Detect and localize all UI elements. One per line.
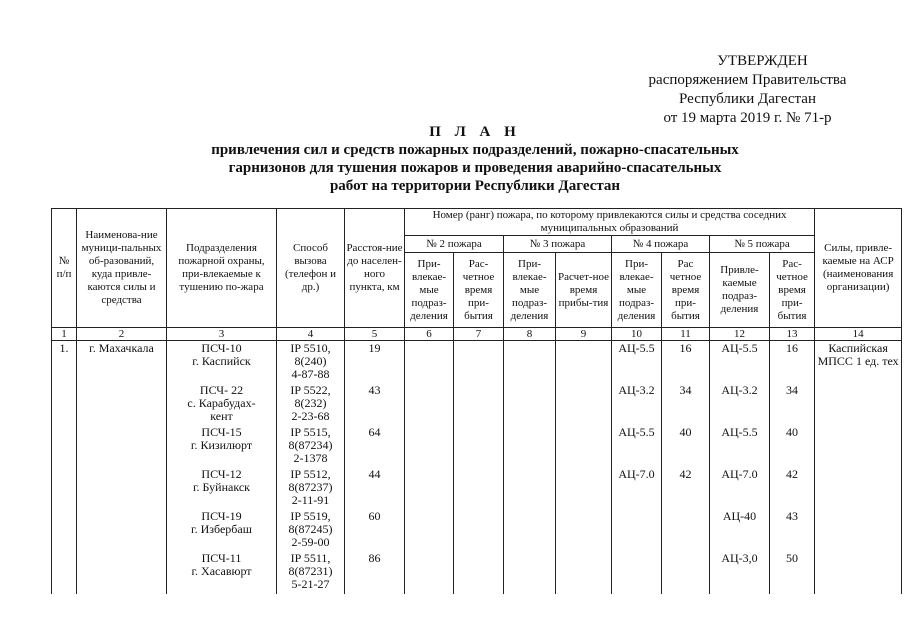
- unit-name: ПСЧ-10: [201, 341, 242, 355]
- r5-unit-value: АЦ-3,0: [721, 551, 758, 565]
- header-rank-2: № 2 пожара: [405, 236, 504, 253]
- list-item: [278, 342, 343, 384]
- list-item: [346, 342, 403, 384]
- list-item: [663, 552, 708, 594]
- r5-unit-value: АЦ-40: [722, 509, 757, 523]
- call-phone-number: 2-23-68: [291, 409, 330, 423]
- list-item: [663, 468, 708, 510]
- list-item: [771, 426, 813, 468]
- header-rank-5: № 5 пожара: [710, 236, 815, 253]
- unit-location: г. Кизилюрт: [190, 438, 253, 452]
- r5-time-value: 34: [786, 383, 799, 397]
- unit-location: г. Избербаш: [191, 522, 252, 536]
- unit-location: с. Карабудах-: [187, 396, 256, 410]
- unit-location-cont: кент: [210, 409, 233, 423]
- list-item: [613, 426, 660, 468]
- list-item: [663, 510, 708, 552]
- call-phone-code: 8(87245): [288, 522, 333, 536]
- r4-unit-value: АЦ-5.5: [618, 341, 655, 355]
- list-item: [711, 384, 768, 426]
- call-ip: IP 5515,: [290, 425, 331, 439]
- plan-table: [51, 208, 902, 594]
- unit-location: г. Хасавюрт: [191, 564, 252, 578]
- call-phone-code: 8(87231): [288, 564, 333, 578]
- list-item: [346, 384, 403, 426]
- call-ip: IP 5511,: [290, 551, 331, 565]
- r4-time-value: 16: [679, 341, 692, 355]
- list-item: [278, 510, 343, 552]
- call-cell: [277, 341, 345, 595]
- list-item: [278, 384, 343, 426]
- r3-time-cell: [556, 341, 612, 595]
- r4-unit-value: АЦ-3.2: [618, 383, 655, 397]
- list-item: [168, 468, 275, 510]
- approval-line-2: распоряжением Правительства: [648, 72, 847, 88]
- list-item: [168, 384, 275, 426]
- col-number: 12: [710, 328, 770, 341]
- r5-time-cell: [770, 341, 815, 595]
- unit-name: ПСЧ-15: [201, 425, 242, 439]
- call-phone-number: 5-21-27: [291, 577, 330, 591]
- r4-units-cell: [612, 341, 662, 595]
- r5-time-value: 40: [786, 425, 799, 439]
- col-number: 2: [77, 328, 167, 341]
- distance-value: 86: [368, 551, 381, 565]
- list-item: [168, 426, 275, 468]
- header-distance: Расстоя-ние до населен-ного пункта, км: [345, 209, 405, 328]
- table-row: [52, 341, 902, 595]
- list-item: [346, 426, 403, 468]
- list-item: [613, 552, 660, 594]
- header-r4-units: При-влекае-мые подраз-деления: [612, 253, 662, 328]
- list-item: [663, 342, 708, 384]
- column-number-row: [52, 328, 902, 341]
- list-item: [613, 384, 660, 426]
- list-item: [711, 342, 768, 384]
- header-r2-time: Рас-четное время при-бытия: [454, 253, 504, 328]
- list-item: [613, 510, 660, 552]
- r5-time-value: 43: [786, 509, 799, 523]
- r2-time-cell: [454, 341, 504, 595]
- distance-value: 60: [368, 509, 381, 523]
- list-item: [168, 342, 275, 384]
- list-item: [771, 342, 813, 384]
- r4-unit-value: АЦ-5.5: [618, 425, 655, 439]
- r3-units-cell: [504, 341, 556, 595]
- distance-value: 44: [368, 467, 381, 481]
- r5-unit-value: АЦ-5.5: [721, 425, 758, 439]
- header-municipality: Наименова-ние муници-пальных об-разований, куда привле-каются силы и средства: [77, 209, 167, 328]
- unit-location: г. Каспийск: [192, 354, 251, 368]
- unit-name: ПСЧ- 22: [199, 383, 244, 397]
- list-item: [771, 552, 813, 594]
- header-rank-3: № 3 пожара: [504, 236, 612, 253]
- r4-time-value: 42: [679, 467, 692, 481]
- list-item: [711, 510, 768, 552]
- r2-units-cell: [405, 341, 454, 595]
- distance-value: 19: [368, 341, 381, 355]
- col-number: 13: [770, 328, 815, 341]
- plan-title-line-2: гарнизонов для тушения пожаров и проведения аварийно-спасательных: [228, 160, 722, 176]
- r4-time-value: 40: [679, 425, 692, 439]
- call-phone-code: 8(87237): [288, 480, 333, 494]
- units-cell: [167, 341, 277, 595]
- header-units: Подразделения пожарной охраны, при-влекаемые к тушению по-жара: [167, 209, 277, 328]
- r5-units-cell: [710, 341, 770, 595]
- r5-time-value: 16: [786, 341, 799, 355]
- call-phone-number: 2-1378: [293, 451, 328, 465]
- r4-time-cell: [662, 341, 710, 595]
- list-item: [278, 468, 343, 510]
- list-item: [771, 384, 813, 426]
- header-r5-units: Привле-каемые подраз-деления: [710, 253, 770, 328]
- list-item: [346, 510, 403, 552]
- approval-line-1: УТВЕРЖДЕН: [717, 53, 808, 69]
- call-ip: IP 5512,: [290, 467, 331, 481]
- unit-name: ПСЧ-12: [201, 467, 242, 481]
- list-item: [711, 426, 768, 468]
- header-rank-4: № 4 пожара: [612, 236, 710, 253]
- call-phone-number: 2-11-91: [291, 493, 330, 507]
- col-number: 11: [662, 328, 710, 341]
- r5-unit-value: АЦ-7.0: [721, 467, 758, 481]
- distance-value: 64: [368, 425, 381, 439]
- plan-title-line-1: привлечения сил и средств пожарных подразделений, пожарно-спасательных: [211, 142, 739, 158]
- list-item: [168, 510, 275, 552]
- header-r3-time: Расчет-ное время прибы-тия: [556, 253, 612, 328]
- distance-cell: [345, 341, 405, 595]
- r4-unit-value: АЦ-7.0: [618, 467, 655, 481]
- call-phone-code: 8(232): [294, 396, 327, 410]
- list-item: [711, 552, 768, 594]
- col-number: 1: [52, 328, 77, 341]
- header-call-method: Способ вызова (телефон и др.): [277, 209, 345, 328]
- header-r2-units: При-влекае-мые подраз-деления: [405, 253, 454, 328]
- unit-name: ПСЧ-11: [201, 551, 242, 565]
- row-municipality: г. Махачкала: [77, 341, 167, 595]
- r4-time-value: 34: [679, 383, 692, 397]
- r5-time-value: 50: [786, 551, 799, 565]
- list-item: [346, 552, 403, 594]
- col-number: 6: [405, 328, 454, 341]
- approval-line-4: от 19 марта 2019 г. № 71-р: [663, 110, 832, 126]
- r5-time-value: 42: [786, 467, 799, 481]
- unit-name: ПСЧ-19: [201, 509, 242, 523]
- row-forces: Каспийская МПСС 1 ед. тех: [815, 341, 902, 595]
- header-r3-units: При-влекае-мые подраз-деления: [504, 253, 556, 328]
- header-num: № п/п: [52, 209, 77, 328]
- list-item: [278, 426, 343, 468]
- col-number: 9: [556, 328, 612, 341]
- approval-line-3: Республики Дагестан: [679, 91, 816, 107]
- list-item: [663, 384, 708, 426]
- list-item: [771, 510, 813, 552]
- list-item: [663, 426, 708, 468]
- col-number: 3: [167, 328, 277, 341]
- list-item: [613, 342, 660, 384]
- header-r4-time: Рас четное время при-бытия: [662, 253, 710, 328]
- call-ip: IP 5510,: [290, 341, 331, 355]
- list-item: [711, 468, 768, 510]
- call-ip: IP 5519,: [290, 509, 331, 523]
- col-number: 14: [815, 328, 902, 341]
- col-number: 7: [454, 328, 504, 341]
- list-item: [168, 552, 275, 594]
- header-forces: Силы, привле-каемые на АСР (наименования организации): [815, 209, 902, 328]
- col-number: 8: [504, 328, 556, 341]
- unit-location: г. Буйнакск: [192, 480, 251, 494]
- plan-title-line-3: работ на территории Республики Дагестан: [329, 178, 621, 194]
- list-item: [771, 468, 813, 510]
- call-phone-code: 8(240): [294, 354, 327, 368]
- r5-unit-value: АЦ-3.2: [721, 383, 758, 397]
- row-number: 1.: [52, 341, 77, 595]
- header-r5-time: Рас-четное время при-бытия: [770, 253, 815, 328]
- col-number: 4: [277, 328, 345, 341]
- call-phone-number: 2-59-00: [291, 535, 330, 549]
- call-ip: IP 5522,: [290, 383, 331, 397]
- plan-title-word: П Л А Н: [429, 124, 521, 140]
- r5-unit-value: АЦ-5.5: [721, 341, 758, 355]
- distance-value: 43: [368, 383, 381, 397]
- col-number: 5: [345, 328, 405, 341]
- call-phone-code: 8(87234): [288, 438, 333, 452]
- approval-stamp: [600, 52, 895, 128]
- plan-title: [160, 123, 790, 195]
- list-item: [278, 552, 343, 594]
- list-item: [613, 468, 660, 510]
- header-rank-group: Номер (ранг) пожара, по которому привлекаются силы и средства соседних муниципальных образований: [405, 209, 815, 236]
- col-number: 10: [612, 328, 662, 341]
- call-phone-number: 4-87-88: [291, 367, 330, 381]
- list-item: [346, 468, 403, 510]
